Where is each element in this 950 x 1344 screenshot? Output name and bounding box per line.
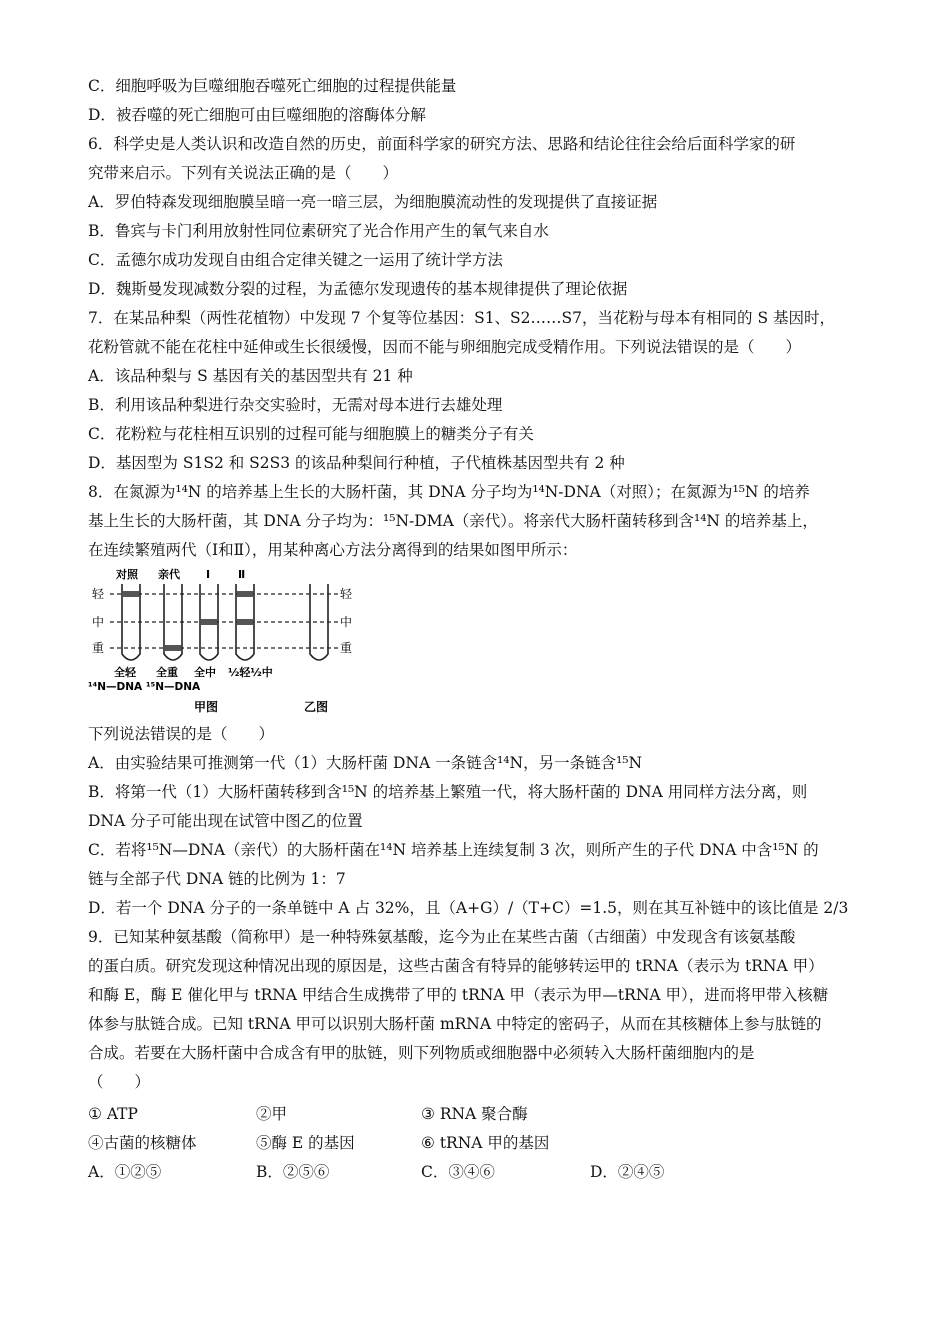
bottom-label: 全轻 [114,666,136,679]
tube-label: 亲代 [158,568,180,581]
text-line: D．魏斯曼发现减数分裂的过程，为孟德尔发现遗传的基本规律提供了理论依据 [88,280,628,298]
answer-choice: B．②⑤⑥ [256,1163,330,1181]
option-item: ③ RNA 聚合酶 [421,1105,528,1123]
option-item: ⑥ tRNA 甲的基因 [421,1134,550,1152]
band-light [123,591,139,597]
option-item: ① ATP [88,1105,138,1123]
caption-yi: 乙图 [304,700,329,714]
tube-label: Ⅱ [238,568,246,581]
label-heavy: 重 [92,641,105,655]
label-mid-right: 中 [340,615,353,629]
option-item: ②甲 [256,1105,288,1123]
caption-jia: 甲图 [194,700,219,714]
label-mid: 中 [92,615,105,629]
label-heavy-right: 重 [340,641,353,655]
text-line: 7．在某品种梨（两性花植物）中发现 7 个复等位基因：S1、S2……S7，当花粉与母本有相同的 S 基因时， [88,309,835,327]
text-line: A．该品种梨与 S 基因有关的基因型共有 21 种 [88,367,413,385]
text-line: A．由实验结果可推测第一代（1）大肠杆菌 DNA 一条链含¹⁴N，另一条链含¹⁵N [88,754,643,772]
text-line: 基上生长的大肠杆菌，其 DNA 分子均为：¹⁵N-DMA（亲代）。将亲代大肠杆菌转移到含¹⁴N 的培养基上， [88,512,818,530]
text-line: 体参与肽链合成。已知 tRNA 甲可以识别大肠杆菌 mRNA 中特定的密码子，从而在其核糖体上参与肽链的 [88,1015,822,1033]
text-line: 8．在氮源为¹⁴N 的培养基上生长的大肠杆菌，其 DNA 分子均为¹⁴N-DNA（对照）；在氮源为¹⁵N 的培养 [88,483,810,501]
band-mid [201,619,217,625]
answer-choice: D．②④⑤ [590,1163,665,1181]
dna-label: ¹⁵N—DNA [146,681,201,693]
answer-choice: C．③④⑥ [421,1163,495,1181]
text-line: D．基因型为 S1S2 和 S2S3 的该品种梨间行种植，子代植株基因型共有 2 种 [88,454,625,472]
tube-yi [310,584,328,660]
text-line: C．细胞呼吸为巨噬细胞吞噬死亡细胞的过程提供能量 [88,77,457,95]
text-line: D．若一个 DNA 分子的一条单链中 A 占 32%，且（A+G）/（T+C）=1.5，则在其互补链中的该比值是 2/3 [88,899,849,917]
dna-label: ¹⁴N—DNA [88,681,143,693]
text-line: B．利用该品种梨进行杂交实验时，无需对母本进行去雄处理 [88,396,503,414]
label-light-right: 轻 [340,587,353,601]
bottom-label: 全中 [194,666,216,679]
text-line: C．孟德尔成功发现自由组合定律关键之一运用了统计学方法 [88,251,503,269]
text-line: B．鲁宾与卡门利用放射性同位素研究了光合作用产生的氧气来自水 [88,222,549,240]
band-heavy [165,645,181,651]
option-item: ⑤酶 E 的基因 [256,1134,355,1152]
label-light: 轻 [92,587,105,601]
text-line: 9．已知某种氨基酸（简称甲）是一种特殊氨基酸，迄今为止在某些古菌（古细菌）中发现含有该氨基酸 [88,928,796,946]
text-line: C．花粉粒与花柱相互识别的过程可能与细胞膜上的糖类分子有关 [88,425,534,443]
text-line: 下列说法错误的是（ ） [88,725,275,743]
text-line: B．将第一代（1）大肠杆菌转移到含¹⁵N 的培养基上繁殖一代，将大肠杆菌的 DNA 用同样方法分离，则 [88,783,808,801]
text-line: 和酶 E，酶 E 催化甲与 tRNA 甲结合生成携带了甲的 tRNA 甲（表示为甲—tRNA 甲），进而将甲带入核糖 [88,986,829,1004]
text-line: 的蛋白质。研究发现这种情况出现的原因是，这些古菌含有特异的能够转运甲的 tRNA（表示为 tRNA 甲） [88,957,824,975]
text-line: 链与全部子代 DNA 链的比例为 1：7 [88,870,346,888]
option-item: ④古菌的核糖体 [88,1134,197,1152]
text-line: C．若将¹⁵N—DNA（亲代）的大肠杆菌在¹⁴N 培养基上连续复制 3 次，则所产生的子代 DNA 中含¹⁵N 的 [88,841,819,859]
centrifuge-figure [88,566,358,714]
text-line: 6．科学史是人类认识和改造自然的历史，前面科学家的研究方法、思路和结论往往会给后面科学家的研 [88,135,796,153]
text-line: D．被吞噬的死亡细胞可由巨噬细胞的溶酶体分解 [88,106,426,124]
answer-choice: A．①②⑤ [88,1163,162,1181]
band-mid [237,619,253,625]
text-line: （ ） [88,1073,151,1091]
band-light [237,591,253,597]
text-line: 究带来启示。下列有关说法正确的是（ ） [88,164,399,182]
bottom-label: ½轻½中 [228,666,273,679]
tube-label: 对照 [116,568,138,581]
text-line: 合成。若要在大肠杆菌中合成含有甲的肽链，则下列物质或细胞器中必须转入大肠杆菌细胞内的是 [88,1044,755,1062]
text-line: 在连续繁殖两代（Ⅰ和Ⅱ），用某种离心方法分离得到的结果如图甲所示： [88,541,578,559]
tube-label: Ⅰ [206,568,211,581]
bottom-label: 全重 [156,666,178,679]
text-line: DNA 分子可能出现在试管中图乙的位置 [88,812,363,830]
text-line: 花粉管就不能在花柱中延伸或生长很缓慢，因而不能与卵细胞完成受精作用。下列说法错误的是（ ） [88,338,802,356]
text-line: A．罗伯特森发现细胞膜呈暗一亮一暗三层，为细胞膜流动性的发现提供了直接证据 [88,193,658,211]
